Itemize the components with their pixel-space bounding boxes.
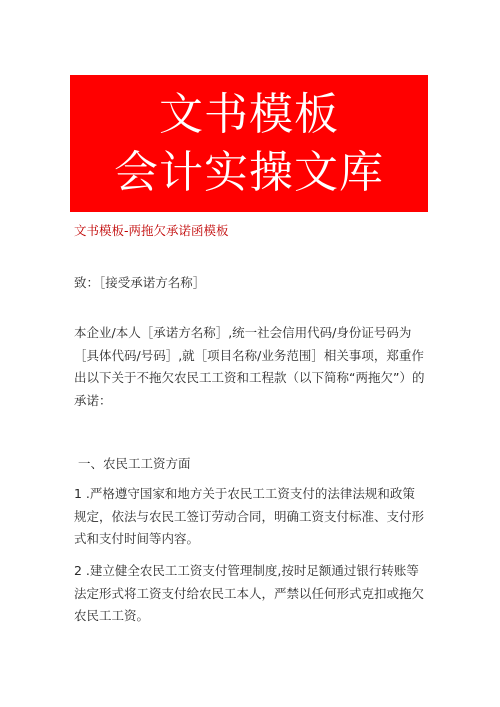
intro-line: 出以下关于不拖欠农民工工资和工程款（以下简称“两拖欠”）的 [74,370,425,385]
list-item-line: 规定，依法与农民工签订劳动合同，明确工资支付标准、支付形 [74,508,425,524]
intro-line: 承诺： [74,392,112,408]
list-item-2 [74,560,434,628]
intro-line: 本企业/本人［承诺方名称］,统一社会信用代码/身份证号码为 [74,325,412,340]
intro-line: ［具体代码/号码］,就［项目名称/业务范围］相关事项，郑重作 [74,347,424,363]
list-item-line: 法定形式将工资支付给农民工本人，严禁以任何形式克扣或拖欠 [74,585,425,601]
title-banner [70,75,428,212]
list-item-line: 1 .严格遵守国家和地方关于农民工工资支付的法律法规和政策 [74,486,415,501]
list-item-line: 式和支付时间等内容。 [74,531,200,546]
list-item-line: 农民工工资。 [74,608,150,623]
document-subtitle: 文书模板-两拖欠承诺函模板 [74,223,229,238]
salutation: 致：［接受承诺方名称］ [74,275,206,290]
banner-title-line-2: 会计实操文库 [114,147,384,198]
list-item-1 [74,483,434,551]
intro-paragraph [74,322,434,412]
section-heading: 一、农民工工资方面 [78,456,191,471]
list-item-line: 2 .建立健全农民工工资支付管理制度,按时足额通过银行转账等 [74,563,419,578]
banner-title-line-1: 文书模板 [159,89,339,140]
